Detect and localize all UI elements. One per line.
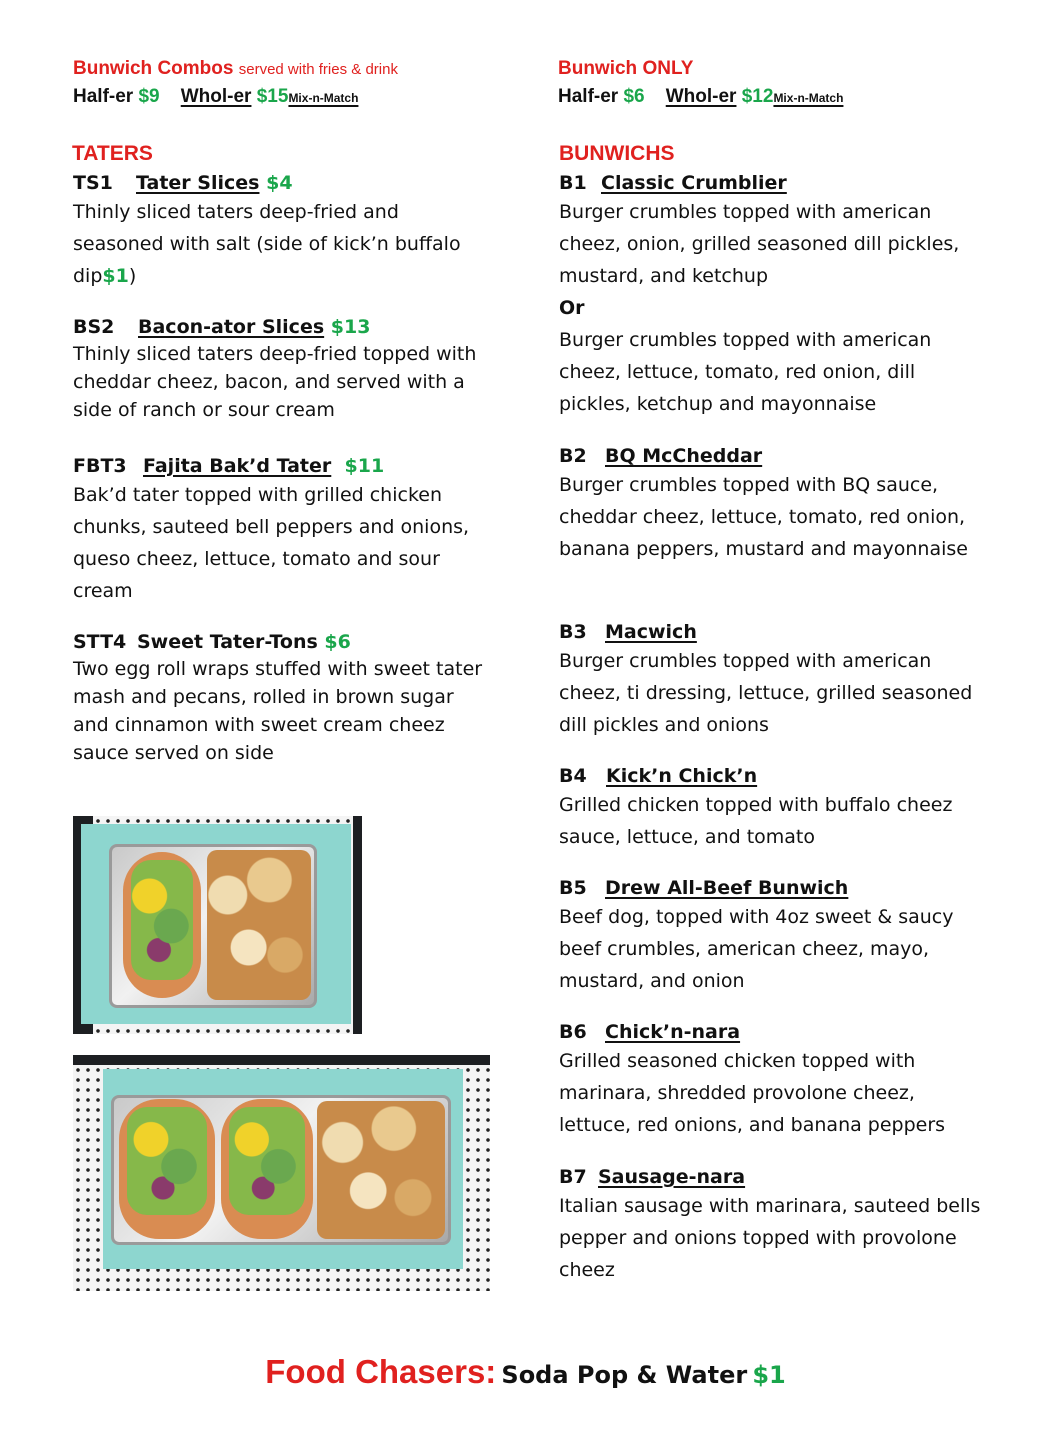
item-name: Chick’n-nara xyxy=(605,1021,741,1043)
only-half-price: $6 xyxy=(623,86,645,107)
item-desc: Italian sausage with marinara, sauteed bells pepper and onions topped with provolone cheez xyxy=(559,1195,981,1281)
menu-item-b6 xyxy=(559,1021,984,1141)
item-code: B4 xyxy=(559,765,587,787)
item-code: STT4 xyxy=(73,631,127,653)
item-code: B5 xyxy=(559,877,587,899)
only-header xyxy=(558,58,843,108)
combos-header xyxy=(73,58,398,108)
food-photo-whole xyxy=(73,1055,490,1291)
item-desc-price: $1 xyxy=(102,265,129,287)
item-name: Tater Slices xyxy=(136,172,260,194)
menu-item-bs2 xyxy=(73,316,493,424)
menu-item-stt4 xyxy=(73,631,493,767)
item-code: B3 xyxy=(559,621,587,643)
item-desc: Bak’d tater topped with grilled chicken chunks, sauteed bell peppers and onions, queso cheez, lettuce, tomato and sour cream xyxy=(73,484,470,602)
item-desc: Beef dog, topped with 4oz sweet & saucy beef crumbles, american cheez, mayo, mustard, and onion xyxy=(559,906,954,992)
item-desc: Burger crumbles topped with american cheez, ti dressing, lettuce, grilled seasoned dill pickles and onions xyxy=(559,650,973,736)
item-desc: Grilled seasoned chicken topped with marinara, shredded provolone cheez, lettuce, red onions, and banana peppers xyxy=(559,1050,946,1136)
menu-item-fbt3 xyxy=(73,455,493,607)
combos-title: Bunwich Combos xyxy=(73,58,234,79)
combos-mix: Mix-n-Match xyxy=(288,91,359,105)
menu-item-b4 xyxy=(559,765,984,853)
item-code: BS2 xyxy=(73,316,115,338)
combos-whole-label: Whol-er xyxy=(180,86,252,107)
item-desc-end: ) xyxy=(128,265,137,287)
menu-item-b2 xyxy=(559,445,984,565)
item-desc-alt: Burger crumbles topped with american cheez, lettuce, tomato, red onion, dill pickles, ketchup and mayonnaise xyxy=(559,329,932,415)
only-whole-price: $12 xyxy=(741,86,774,107)
item-desc: Two egg roll wraps stuffed with sweet tater mash and pecans, rolled in brown sugar and cinnamon with sweet cream cheez sauce served on side xyxy=(73,658,483,764)
item-price: $6 xyxy=(324,631,351,653)
item-code: FBT3 xyxy=(73,455,127,477)
item-desc: Thinly sliced taters deep-fried topped with cheddar cheez, bacon, and served with a side of ranch or sour cream xyxy=(73,343,477,421)
item-name: Macwich xyxy=(605,621,697,643)
food-chasers-price: $1 xyxy=(752,1361,786,1389)
item-name: Fajita Bak’d Tater xyxy=(143,455,332,477)
only-title: Bunwich ONLY xyxy=(558,58,694,79)
only-mix: Mix-n-Match xyxy=(773,91,844,105)
combos-note: served with fries & drink xyxy=(238,61,398,78)
item-name: Sweet Tater-Tons xyxy=(137,631,318,653)
item-code: TS1 xyxy=(73,172,113,194)
food-chasers-label: Food Chasers: xyxy=(265,1353,497,1390)
item-desc: Burger crumbles topped with BQ sauce, cheddar cheez, lettuce, tomato, red onion, banana peppers, mustard and mayonnaise xyxy=(559,474,968,560)
menu-item-b7 xyxy=(559,1166,984,1286)
combos-whole-price: $15 xyxy=(256,86,289,107)
item-price: $13 xyxy=(330,316,371,338)
item-desc: Grilled chicken topped with buffalo cheez sauce, lettuce, and tomato xyxy=(559,794,953,848)
bunwichs-title: BUNWICHS xyxy=(559,142,675,165)
item-name: BQ McCheddar xyxy=(605,445,763,467)
only-whole-label: Whol-er xyxy=(665,86,737,107)
item-or: Or xyxy=(559,297,585,319)
item-desc: Thinly sliced taters deep-fried and seasoned with salt (side of kick’n buffalo dip xyxy=(73,201,461,287)
item-name: Bacon-ator Slices xyxy=(138,316,325,338)
only-half-label: Half-er xyxy=(558,86,619,107)
item-name: Kick’n Chick’n xyxy=(606,765,758,787)
item-code: B1 xyxy=(559,172,587,194)
item-desc: Burger crumbles topped with american cheez, onion, grilled seasoned dill pickles, mustard, and ketchup xyxy=(559,201,960,287)
food-photo-half xyxy=(73,816,362,1034)
item-code: B2 xyxy=(559,445,587,467)
item-price: $4 xyxy=(266,172,293,194)
menu-item-b1 xyxy=(559,172,984,420)
item-name: Drew All-Beef Bunwich xyxy=(605,877,849,899)
food-chasers-footer xyxy=(0,1353,1051,1391)
menu-item-b5 xyxy=(559,877,984,997)
combos-half-price: $9 xyxy=(138,86,160,107)
item-name: Sausage-nara xyxy=(598,1166,746,1188)
food-chasers-text: Soda Pop & Water xyxy=(501,1361,748,1389)
menu-item-ts1 xyxy=(73,172,493,292)
item-name: Classic Crumblier xyxy=(601,172,787,194)
menu-item-b3 xyxy=(559,621,984,741)
item-price: $11 xyxy=(344,455,385,477)
item-code: B7 xyxy=(559,1166,587,1188)
taters-title: TATERS xyxy=(72,142,153,165)
item-code: B6 xyxy=(559,1021,587,1043)
combos-half-label: Half-er xyxy=(73,86,134,107)
